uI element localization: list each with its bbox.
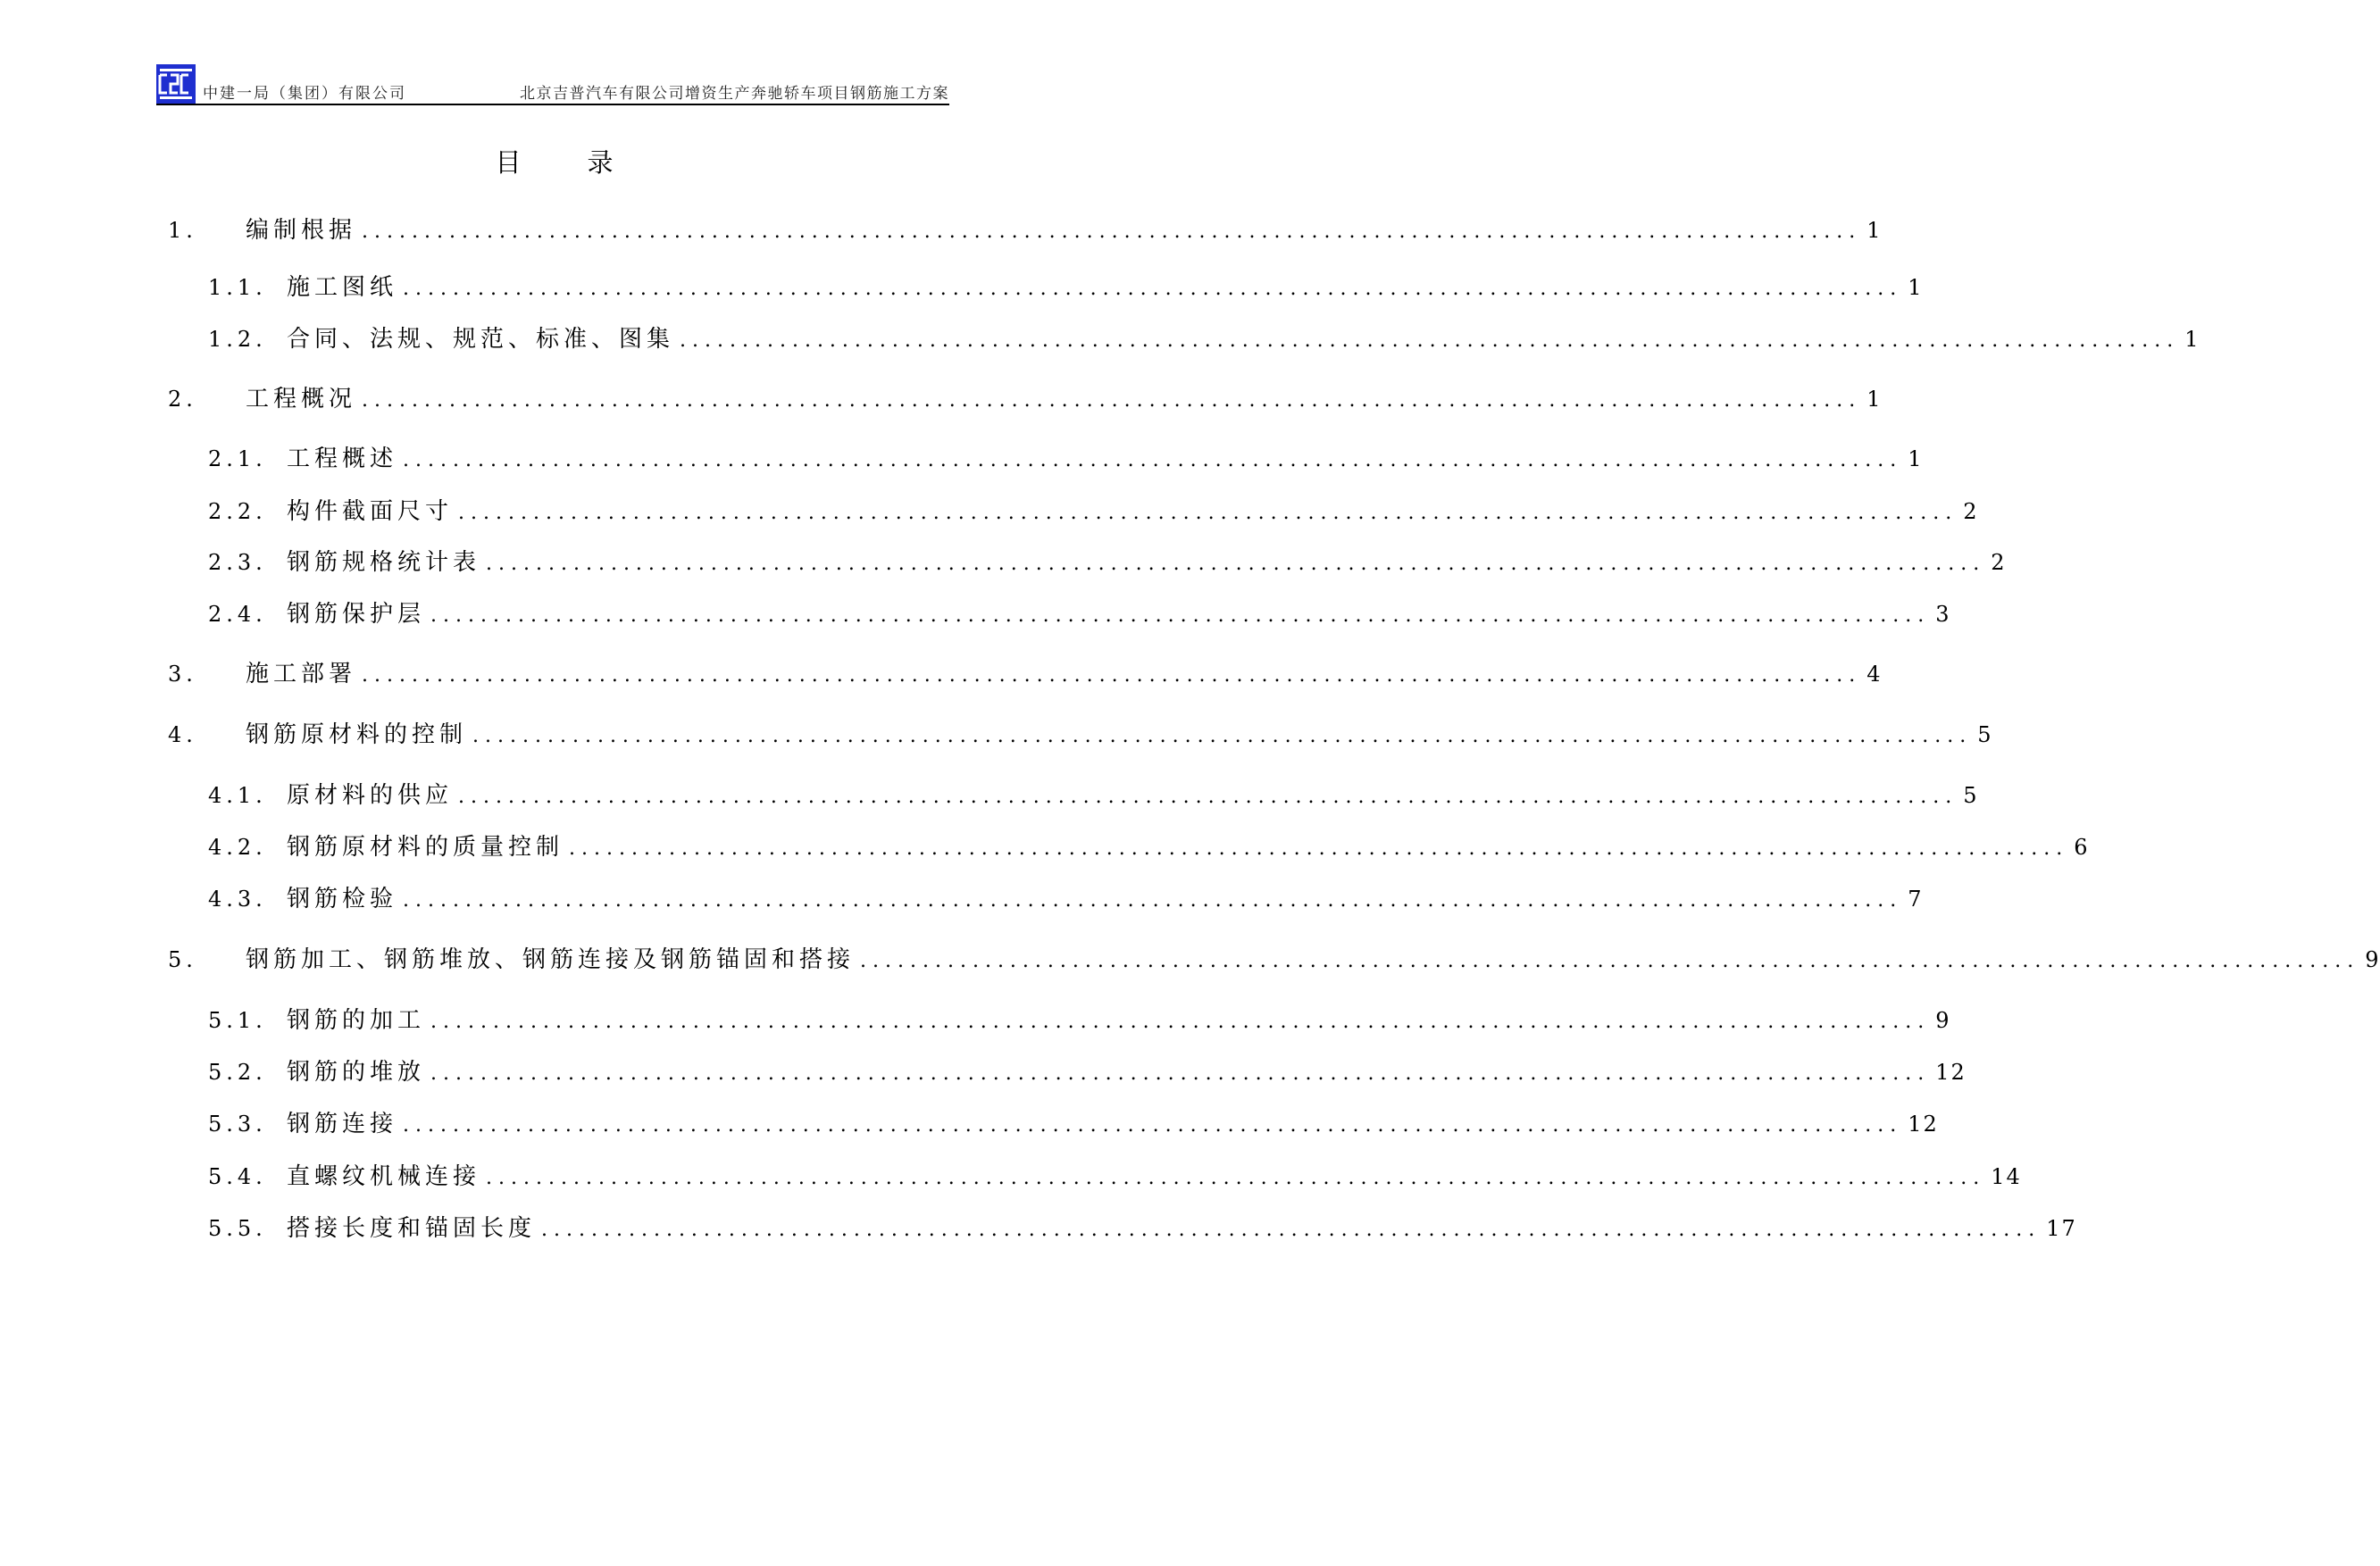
toc-entry-label: 施工部署 [246,661,357,687]
toc-entry-label: 钢筋检验 [287,886,398,912]
toc-entry-number: 4. [168,722,197,747]
toc-entry-page: 14 [1991,1164,2022,1189]
toc-leader-dots: ........................................................................................................................ [403,449,1903,471]
toc-entry-number: 2.2. [208,499,267,524]
toc-entry-page: 1 [1908,446,1924,471]
toc-entry-number: 1.1. [208,275,267,300]
toc-leader-dots: ........................................................................................................................ [860,950,2360,972]
toc-leader-dots: ........................................................................................................................ [430,604,1931,627]
toc-entry-label: 钢筋原材料的控制 [246,721,468,748]
toc-entry-number: 4.3. [208,887,267,912]
toc-entry[interactable] [168,383,1883,415]
toc-entry-label: 直螺纹机械连接 [287,1163,481,1190]
toc-entry[interactable] [168,1056,1967,1088]
toc-entry-label: 搭接长度和锚固长度 [287,1215,537,1242]
toc-entry-number: 5.3. [208,1112,267,1137]
toc-heading [0,143,1108,179]
toc-entry-label: 编制根据 [246,217,357,244]
toc-entry[interactable] [168,496,1979,528]
toc-entry-number: 5.1. [208,1008,267,1033]
toc-entry-number: 2.1. [208,446,267,471]
toc-entry-page: 17 [2046,1216,2077,1241]
company-logo [156,64,196,104]
toc-entry-label: 构件截面尺寸 [287,498,454,525]
toc-entry-page: 7 [1908,887,1924,912]
toc-leader-dots: ........................................................................................................................ [458,786,1958,808]
toc-leader-dots: ........................................................................................................................ [403,1114,1903,1137]
toc-entry-page: 1 [1866,387,1883,412]
toc-entry-page: 5 [1963,783,1979,808]
toc-entry[interactable] [168,1161,2022,1193]
toc-entry[interactable] [168,883,1924,915]
toc-entry-number: 5.5. [208,1216,267,1241]
toc-leader-dots: ........................................................................................................................ [403,278,1903,300]
toc-entry-number: 1.2. [208,327,267,352]
toc-heading-part1: 目 [495,147,522,178]
toc-leader-dots: ........................................................................................................................ [486,553,1986,575]
toc-entry-page: 1 [2184,327,2200,352]
toc-entry[interactable] [168,546,2007,579]
toc-entry[interactable] [168,1108,1939,1140]
toc-leader-dots: ........................................................................................................................ [430,1011,1931,1033]
page-header [156,62,949,105]
toc-entry-number: 2.3. [208,550,267,575]
toc-entry-label: 工程概况 [246,386,357,412]
toc-entry-number: 5. [168,947,197,972]
cscec-logo-icon [156,64,196,104]
toc-entry[interactable] [168,779,1979,812]
toc-entry-number: 5.4. [208,1164,267,1189]
toc-entry-page: 12 [1908,1112,1939,1137]
toc-leader-dots: ........................................................................................................................ [680,329,2180,352]
document-title: 北京吉普汽车有限公司增资生产奔驰轿车项目钢筋施工方案 [520,85,949,103]
toc-entry-page: 5 [1977,722,1993,747]
company-name: 中建一局（集团）有限公司 [203,85,406,103]
toc-entry[interactable] [168,1004,1951,1037]
toc-entry-number: 5.2. [208,1060,267,1085]
toc-entry-number: 1. [168,218,197,243]
toc-entry-label: 原材料的供应 [287,782,454,809]
toc-entry-page: 6 [2074,835,2090,860]
toc-entry-page: 9 [2365,947,2380,972]
toc-entry-page: 1 [1866,218,1883,243]
toc-entry[interactable] [168,658,1883,690]
toc-entry-page: 12 [1935,1060,1967,1085]
toc-entry[interactable] [168,1212,2077,1245]
toc-entry[interactable] [168,443,1924,475]
toc-entry-page: 4 [1866,662,1883,687]
toc-entry-label: 钢筋原材料的质量控制 [287,834,564,861]
toc-entry[interactable] [168,271,1924,304]
toc-leader-dots: ........................................................................................................................ [472,725,1973,747]
toc-entry[interactable] [168,323,2200,355]
toc-entry-page: 2 [1963,499,1979,524]
toc-entry-page: 1 [1908,275,1924,300]
toc-heading-part2: 录 [587,147,614,178]
toc-entry[interactable] [168,214,1883,246]
toc-entry-label: 钢筋规格统计表 [287,549,481,576]
toc-entry-page: 3 [1935,602,1951,627]
toc-entry-number: 2.4. [208,602,267,627]
toc-leader-dots: ........................................................................................................................ [458,502,1958,524]
toc-leader-dots: ........................................................................................................................ [541,1219,2042,1241]
toc-leader-dots: ........................................................................................................................ [569,837,2069,860]
toc-entry-label: 钢筋的加工 [287,1007,426,1034]
toc-entry-label: 钢筋的堆放 [287,1059,426,1086]
toc-entry-number: 4.1. [208,783,267,808]
toc-leader-dots: ........................................................................................................................ [430,1062,1931,1085]
toc-leader-dots: ........................................................................................................................ [486,1167,1986,1189]
toc-entry[interactable] [168,598,1951,630]
toc-leader-dots: ........................................................................................................................ [362,221,1862,243]
toc-entry-label: 施工图纸 [287,274,398,301]
toc-entry[interactable] [168,719,1993,751]
toc-entry[interactable] [168,944,2380,976]
toc-entry-number: 4.2. [208,835,267,860]
toc-entry-label: 钢筋加工、钢筋堆放、钢筋连接及钢筋锚固和搭接 [246,946,856,973]
toc-entry-number: 3. [168,662,197,687]
toc-entry-label: 工程概述 [287,446,398,472]
toc-entry-page: 2 [1991,550,2007,575]
toc-entry-label: 钢筋保护层 [287,601,426,628]
toc-leader-dots: ........................................................................................................................ [403,889,1903,912]
toc-entry-page: 9 [1935,1008,1951,1033]
toc-entry-label: 合同、法规、规范、标准、图集 [287,326,675,353]
toc-leader-dots: ........................................................................................................................ [362,389,1862,412]
toc-leader-dots: ........................................................................................................................ [362,664,1862,687]
toc-entry-label: 钢筋连接 [287,1111,398,1137]
toc-entry-number: 2. [168,387,197,412]
toc-entry[interactable] [168,831,2090,863]
